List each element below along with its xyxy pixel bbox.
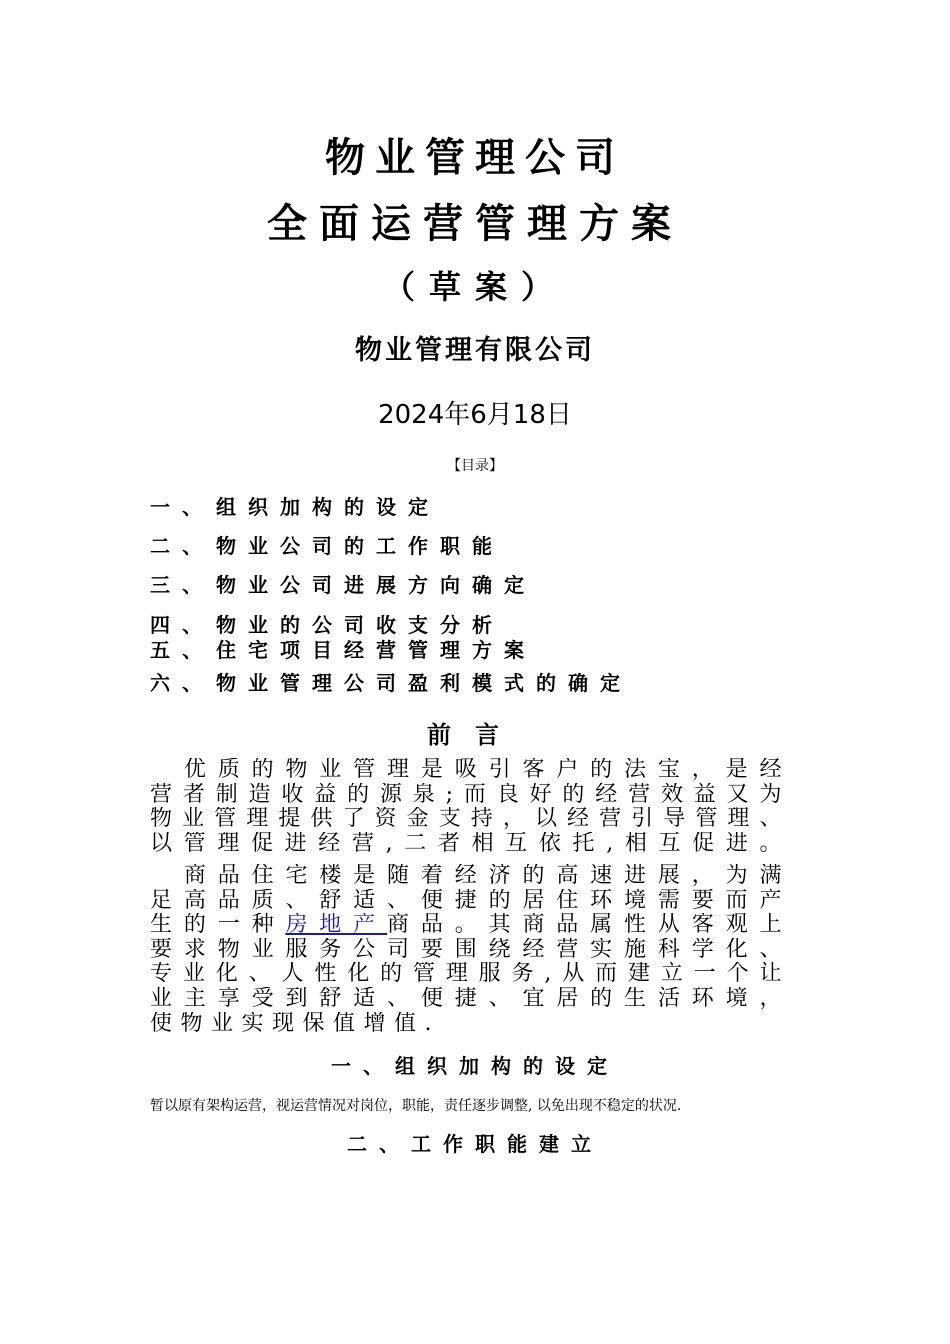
text-before-link: 生的一种 (150, 913, 286, 938)
paragraph-line: 以管理促进经营,二者相互依托,相互促进。 (150, 831, 790, 856)
toc-item-2[interactable] (150, 533, 790, 559)
toc-item-text: 物业公司进展方向确定 (216, 573, 536, 597)
toc-item-number: 六、 (150, 671, 214, 695)
toc-label: 【目录】 (447, 458, 503, 474)
preface-paragraph-2 (150, 864, 790, 1036)
toc-item-number: 一、 (150, 495, 214, 519)
document-date: 2024年6月18日 (378, 400, 572, 430)
paragraph-line: 业主享受到舒适、便捷、宜居的生活环境， (150, 986, 790, 1011)
section-2-heading: 二、工作职能建立 (347, 1132, 603, 1156)
section-1-note: 暂以原有架构运营，视运营情况对岗位，职能，责任逐步调整, 以免出现不稳定的状况. (150, 1098, 682, 1114)
section-1-heading: 一、组织加构的设定 (331, 1054, 619, 1078)
text-after-link: 商品。其商品属性从客观上 (387, 913, 790, 938)
toc-item-text: 物业管理公司盈利模式的确定 (216, 671, 632, 695)
paragraph-line: 物业管理提供了资金支持，以经营引导管理、 (150, 807, 790, 832)
real-estate-link[interactable]: 房地产 (285, 913, 388, 938)
paragraph-line: 要求物业服务公司要围绕经营实施科学化、 (150, 937, 790, 962)
toc-item-6[interactable] (150, 670, 790, 696)
preface-heading: 前言 (427, 721, 523, 749)
draft-label: （草案） (382, 268, 567, 306)
toc-item-number: 四、 (150, 613, 214, 637)
toc-item-5[interactable] (150, 637, 790, 663)
paragraph-line-last: 使物业实现保值增值. (150, 1011, 440, 1036)
toc-item-3[interactable] (150, 572, 790, 598)
paragraph-line: 商品住宅楼是随着经济的高速进展，为满 (150, 864, 790, 888)
toc-item-number: 三、 (150, 573, 214, 597)
toc-item-1[interactable] (150, 494, 790, 520)
toc-item-number: 五、 (150, 638, 214, 662)
paragraph-line: 优质的物业管理是吸引客户的法宝，是经 (150, 758, 790, 782)
document-title-line1: 物业管理公司 (325, 135, 625, 181)
preface-paragraph-1 (150, 758, 790, 856)
toc-item-text: 物业的公司收支分析 (216, 613, 504, 637)
toc-item-text: 物业公司的工作职能 (216, 534, 504, 558)
company-name: 物业管理有限公司 (355, 335, 595, 366)
toc-item-4[interactable] (150, 612, 790, 638)
toc-item-text: 住宅项目经营管理方案 (216, 638, 536, 662)
paragraph-line: 营者制造收益的源泉;而良好的经营效益又为 (150, 782, 790, 807)
paragraph-line-with-link (150, 913, 790, 938)
toc-item-number: 二、 (150, 534, 214, 558)
paragraph-line: 专业化、人性化的管理服务,从而建立一个让 (150, 962, 790, 987)
paragraph-line: 足高品质、舒适、便捷的居住环境需要而产 (150, 888, 790, 913)
toc-item-text: 组织加构的设定 (216, 495, 440, 519)
document-title-line2: 全面运营管理方案 (267, 201, 683, 247)
